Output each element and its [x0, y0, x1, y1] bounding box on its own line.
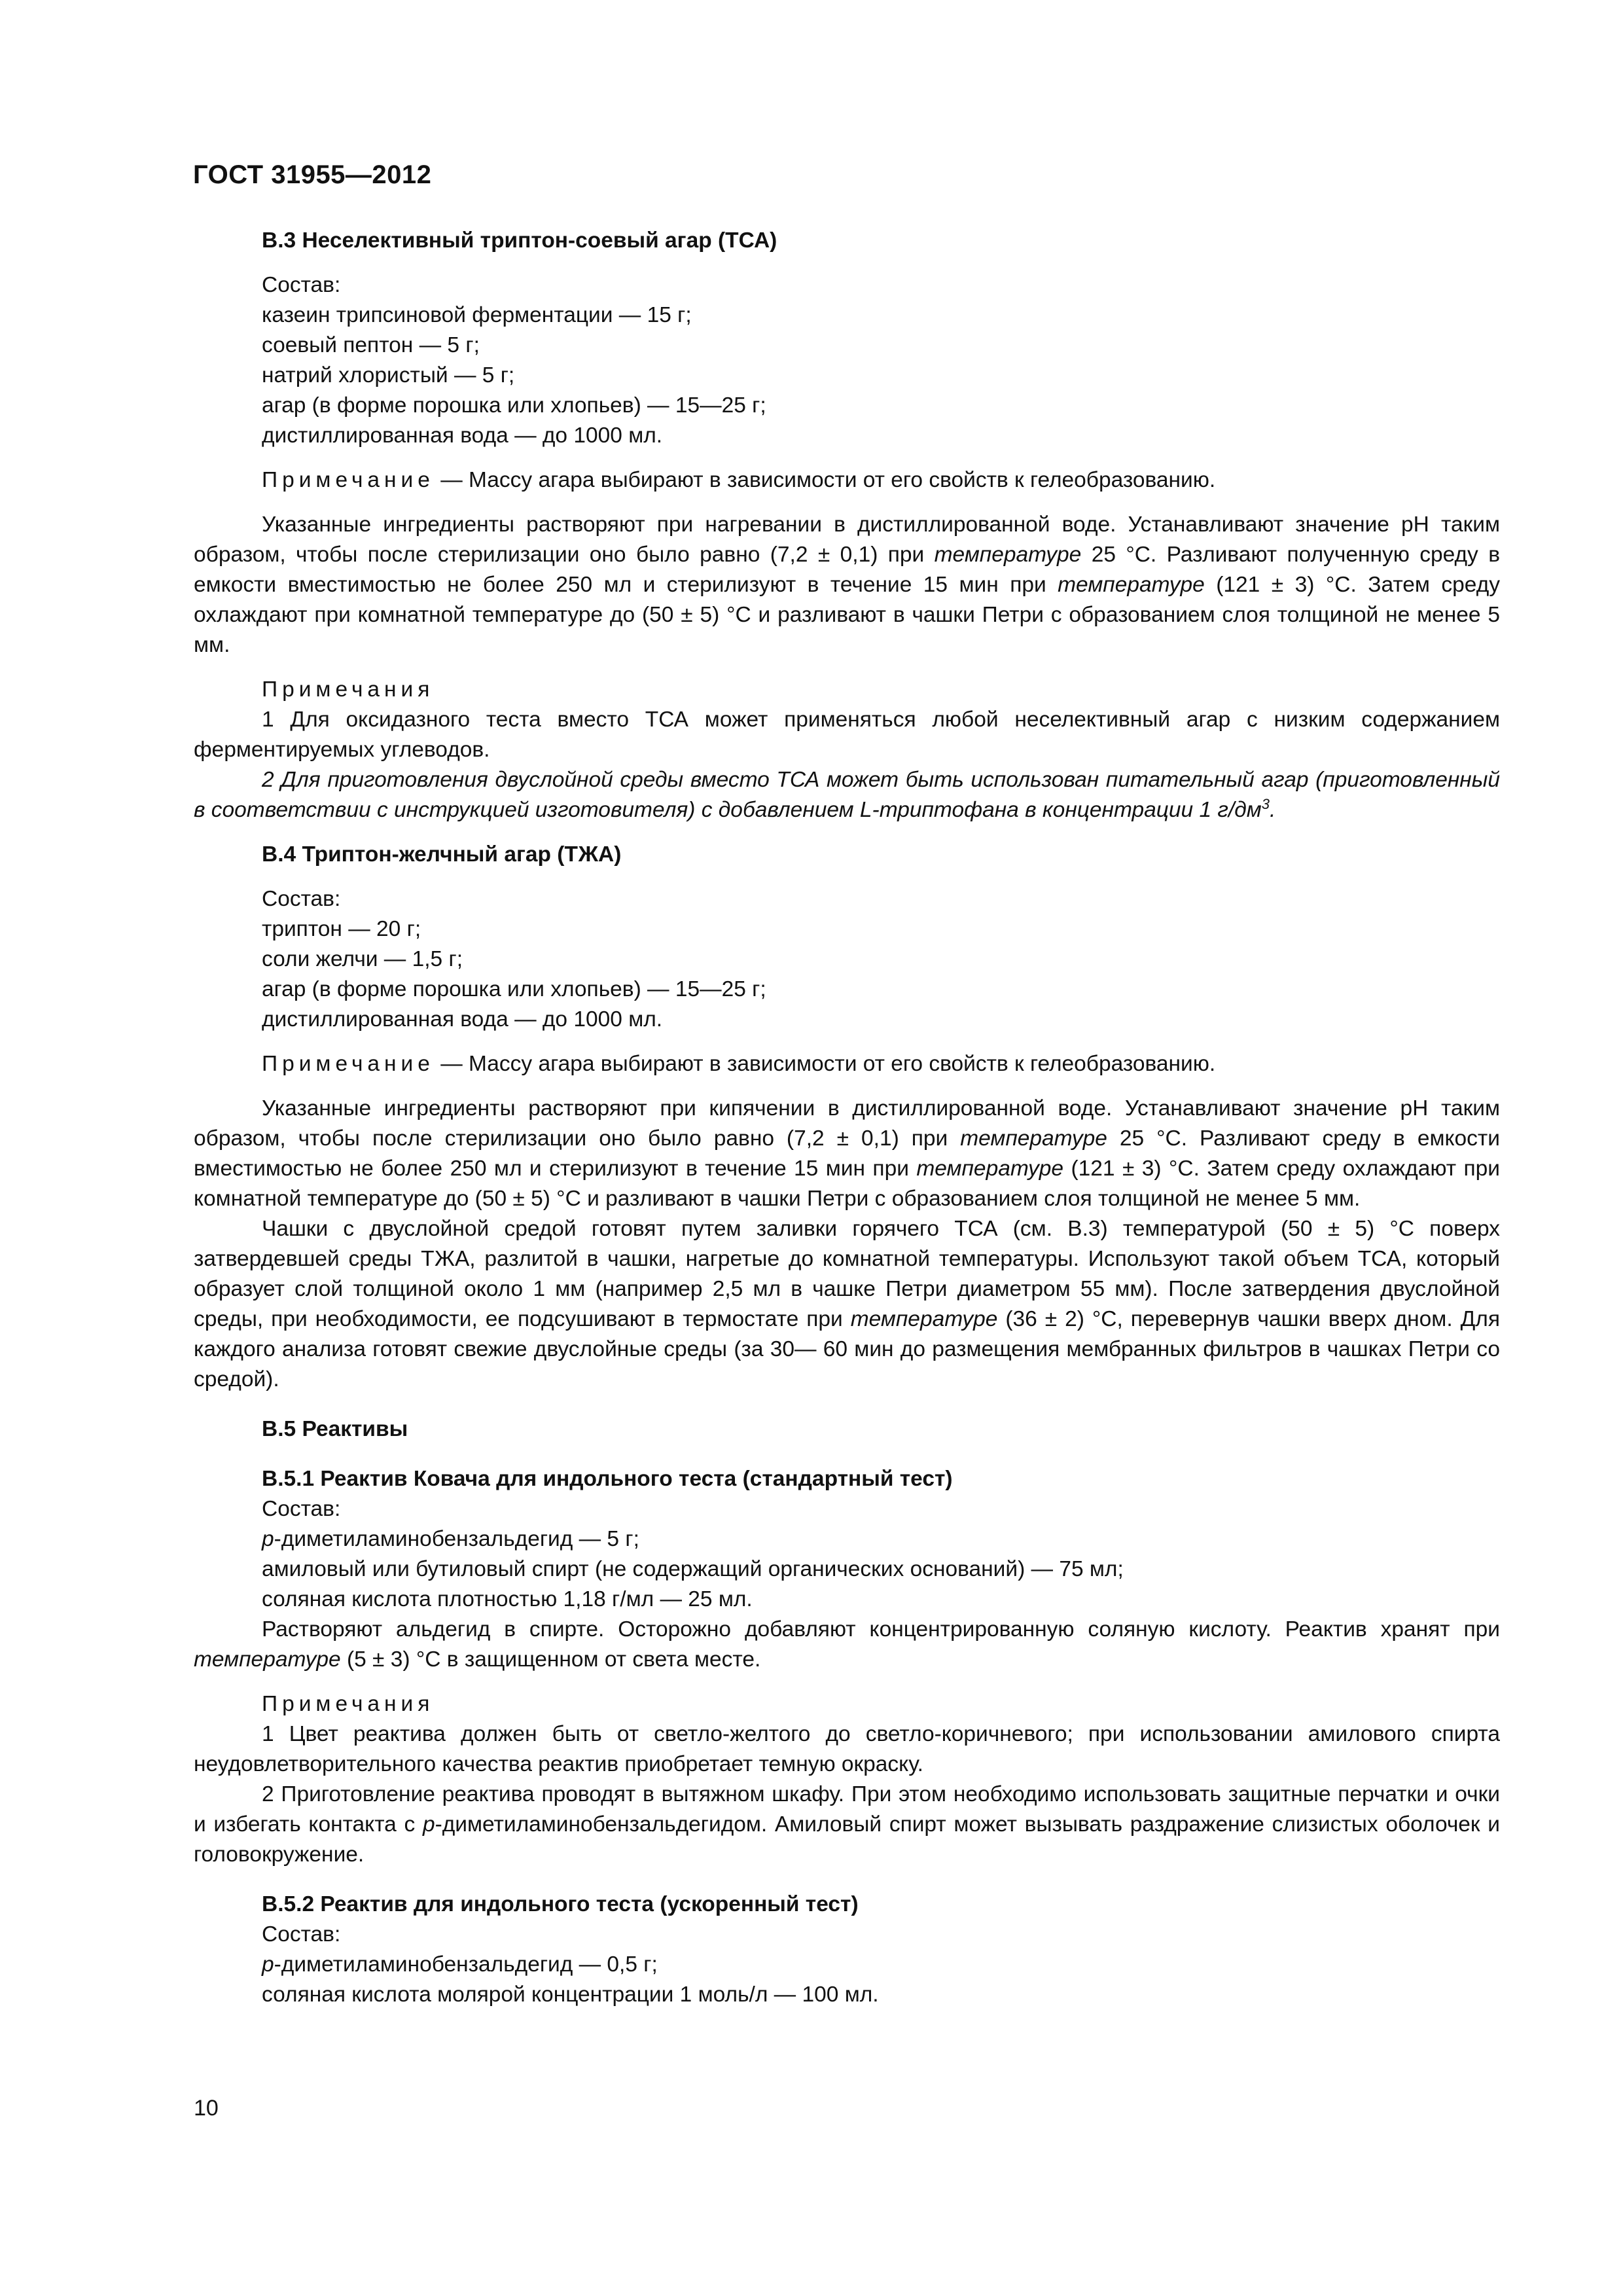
b4-note-text: — Массу агара выбирают в зависимости от его свойств к гелеобразованию.	[434, 1052, 1216, 1076]
italic-text: температуре	[1058, 573, 1205, 597]
italic-text: температуре	[916, 1157, 1064, 1181]
text: (5 ± 3) °С в защищенном от света месте.	[340, 1647, 761, 1672]
italic-text: р	[262, 1527, 274, 1551]
page-content	[194, 226, 1500, 2010]
text: Растворяют альдегид в спирте. Осторожно добавляют концентрированную соляную кислоту. Реактив хранят при	[262, 1617, 1500, 1641]
italic-text: температуре	[934, 543, 1082, 567]
b4-note	[194, 1049, 1500, 1079]
b4-paragraph-1	[194, 1094, 1500, 1214]
b3-note-1: 1 Для оксидазного теста вместо ТСА может применяться любой неселективный агар с низким содержанием ферментируемых углеводов.	[194, 708, 1500, 762]
text: -диметиламинобензальдегидом. Амиловый спирт может вызывать раздражение слизистых оболочек и головокружение.	[194, 1812, 1500, 1867]
b3-item: агар (в форме порошка или хлопьев) — 15—25 г;	[262, 393, 766, 418]
section-b3-heading: В.3 Неселективный триптон-соевый агар (ТСА)	[262, 228, 777, 253]
b4-item: триптон — 20 г;	[262, 917, 421, 941]
b51-item	[194, 1524, 1500, 1554]
b52-item: соляная кислота молярой концентрации 1 моль/л — 100 мл.	[262, 1982, 879, 2007]
b3-notes-label: Примечания	[262, 677, 435, 702]
text: -диметиламинобензальдегид — 5 г;	[274, 1527, 639, 1551]
text: 25 °С. Разливают полученную среду в емкости вместимостью не более 250 мл и стерилизуют в течение 15 мин при	[194, 543, 1500, 597]
b4-composition-label: Состав:	[262, 887, 341, 911]
b4-item: дистиллированная вода — до 1000 мл.	[262, 1007, 663, 1031]
section-b51-heading: В.5.1 Реактив Ковача для индольного теста (стандартный тест)	[262, 1467, 953, 1491]
text: (121 ± 3) °С. Затем среду охлаждают при комнатной температуре до (50 ± 5) °С и разливают в чашки Петри с образованием слоя толщиной не менее 5 мм.	[194, 573, 1500, 657]
text: Указанные ингредиенты растворяют при кипячении в дистиллированной воде. Устанавливают значение рН таким образом, чтобы после стерилизации оно было равно (7,2 ± 0,1) при	[194, 1096, 1500, 1151]
text: Чашки с двуслойной средой готовят путем заливки горячего ТСА (см. В.3) температурой (50 ± 5) °С поверх затвердевшей среды ТЖА, разлитой в чашки, нагретые до комнатной температуры. Используют такой объем ТСА, который образует слой толщиной около 1 мм (например 2,5 мл в чашке Петри диаметром 55 мм). После затвердения двуслойной среды, при необходимости, ее подсушивают в термостате при	[194, 1217, 1500, 1331]
text: (36 ± 2) °С, перевернув чашки вверх дном. Для каждого анализа готовят свежие двуслойные среды (за 30— 60 мин до размещения мембранных фильтров в чашках Петри со средой).	[194, 1307, 1500, 1391]
b3-note-text: — Массу агара выбирают в зависимости от его свойств к гелеобразованию.	[434, 468, 1216, 492]
italic-text: температуре	[194, 1647, 341, 1672]
text: 2 Приготовление реактива проводят в вытяжном шкафу. При этом необходимо использовать защитные перчатки и очки и избегать контакта с	[194, 1782, 1500, 1837]
italic-text: р	[422, 1812, 435, 1837]
b3-note-2	[194, 765, 1500, 825]
section-b52-heading: В.5.2 Реактив для индольного теста (ускоренный тест)	[262, 1892, 859, 1916]
text: .	[1270, 798, 1276, 822]
text: -диметиламинобензальдегид — 0,5 г;	[274, 1952, 658, 1977]
b3-composition-label: Состав:	[262, 273, 341, 297]
b3-item: казеин трипсиновой ферментации — 15 г;	[262, 303, 692, 327]
text: (121 ± 3) °С. Затем среду охлаждают при комнатной температуре до (50 ± 5) °С и разливают в чашки Петри с образованием слоя толщиной не менее 5 мм.	[194, 1157, 1500, 1211]
italic-text: р	[262, 1952, 274, 1977]
b4-item: агар (в форме порошка или хлопьев) — 15—25 г;	[262, 977, 766, 1001]
document-header: ГОСТ 31955—2012	[193, 160, 432, 189]
b51-notes-label: Примечания	[262, 1692, 435, 1716]
b51-note-1: 1 Цвет реактива должен быть от светло-желтого до светло-коричневого; при использовании амилового спирта неудовлетворительного качества реактив приобретает темную окраску.	[194, 1722, 1500, 1776]
page-number: 10	[194, 2096, 219, 2121]
section-b4-heading: В.4 Триптон-желчный агар (ТЖА)	[262, 842, 622, 867]
b4-note-label: Примечание	[262, 1052, 435, 1076]
text: Указанные ингредиенты растворяют при нагревании в дистиллированной воде. Устанавливают значение рН таким образом, чтобы после стерилизации оно было равно (7,2 ± 0,1) при	[194, 512, 1500, 567]
b4-paragraph-2	[194, 1214, 1500, 1395]
b51-item: соляная кислота плотностью 1,18 г/мл — 25 мл.	[262, 1587, 753, 1611]
b52-item	[194, 1950, 1500, 1980]
b51-paragraph	[194, 1615, 1500, 1675]
b3-note	[194, 465, 1500, 495]
text: 25 °С. Разливают среду в емкости вместимостью не более 250 мл и стерилизуют в течение 15 мин при	[194, 1126, 1500, 1181]
b4-item: соли желчи — 1,5 г;	[262, 947, 463, 971]
b3-item: соевый пептон — 5 г;	[262, 333, 480, 357]
italic-text: температуре	[850, 1307, 998, 1331]
b3-note-label: Примечание	[262, 468, 435, 492]
b3-item: натрий хлористый — 5 г;	[262, 363, 515, 387]
section-b5-heading: В.5 Реактивы	[262, 1417, 408, 1441]
b52-composition-label: Состав:	[262, 1922, 341, 1946]
b51-note-2	[194, 1780, 1500, 1870]
b51-composition-label: Состав:	[262, 1497, 341, 1521]
italic-text: температуре	[960, 1126, 1107, 1151]
b51-item: амиловый или бутиловый спирт (не содержащий органических оснований) — 75 мл;	[262, 1557, 1124, 1581]
text: 2 Для приготовления двуслойной среды вместо ТСА может быть использован питательный агар (приготовленный в соответствии с инструкцией изготовителя) с добавлением L-триптофана в концентрации 1 г/дм	[194, 768, 1500, 822]
superscript: 3	[1261, 795, 1270, 812]
b3-paragraph	[194, 510, 1500, 660]
b3-item: дистиллированная вода — до 1000 мл.	[262, 423, 663, 448]
